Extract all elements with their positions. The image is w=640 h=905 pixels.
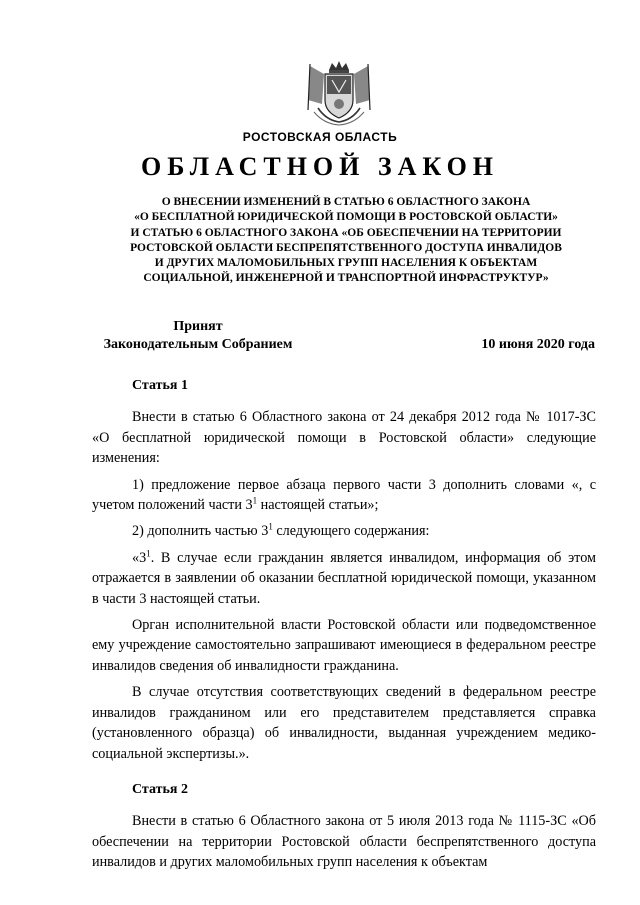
- subtitle-line: И СТАТЬЮ 6 ОБЛАСТНОГО ЗАКОНА «ОБ ОБЕСПЕЧЕНИИ НА ТЕРРИТОРИИ: [130, 226, 562, 239]
- article-2-paragraph: Внести в статью 6 Областного закона от 5 июля 2013 года № 1115-ЗС «Об обеспечении на территории Ростовской области беспрепятственного доступа инвалидов и других маломобильных групп населения к объектам: [92, 813, 596, 871]
- article-1-item-2: 2) дополнить частью $3^1$ следующего содержания:: [132, 521, 430, 540]
- subtitle-line: «О БЕСПЛАТНОЙ ЮРИДИЧЕСКОЙ ПОМОЩИ В РОСТОВСКОЙ ОБЛАСТИ»: [134, 211, 558, 224]
- article-1-item-1: 1) предложение первое абзаца первого части 3 дополнить словами «, с учетом положений части $3^1$ настоящей статьи»;: [92, 476, 596, 514]
- law-title: ОБЛАСТНОЙ ЗАКОН: [140, 152, 500, 181]
- subtitle-line: СОЦИАЛЬНОЙ, ИНЖЕНЕРНОЙ И ТРАНСПОРТНОЙ ИНФРАСТРУКТУР»: [143, 272, 549, 285]
- subtitle-line: О ВНЕСЕНИИ ИЗМЕНЕНИЙ В СТАТЬЮ 6 ОБЛАСТНОГО ЗАКОНА: [161, 196, 531, 208]
- adoption-date: 10 июня 2020 года: [481, 337, 595, 352]
- adopted-label: Принят: [173, 319, 223, 334]
- coat-of-arms-icon: [296, 60, 382, 126]
- adopted-body: Законодательным Собранием: [103, 337, 293, 352]
- law-subtitle: [96, 195, 596, 287]
- article-2-heading: Статья 2: [132, 781, 188, 797]
- article-1-heading: Статья 1: [132, 378, 188, 393]
- adopted-by: [88, 318, 308, 354]
- subtitle-line: И ДРУГИХ МАЛОМОБИЛЬНЫХ ГРУПП НАСЕЛЕНИЯ К ОБЪЕКТАМ: [154, 257, 538, 270]
- region-name: РОСТОВСКАЯ ОБЛАСТЬ: [242, 130, 398, 144]
- article-1-quoted-part: «$3^1$. В случае если гражданин является инвалидом, информация об этом отражается в заявлении об оказании бесплатной юридической помощи, указанном в части 3 настоящей статьи.: [92, 548, 596, 607]
- subtitle-line: РОСТОВСКОЙ ОБЛАСТИ БЕСПРЕПЯТСТВЕННОГО ДОСТУПА ИНВАЛИДОВ: [130, 241, 562, 254]
- law-body: [92, 376, 596, 879]
- article-1-paragraph: Орган исполнительной власти Ростовской области или подведомственное ему учреждение самостоятельно запрашивают имеющиеся в федеральном реестре инвалидов сведения об инвалидности гражданина.: [92, 617, 596, 674]
- article-1-paragraph: В случае отсутствия соответствующих сведений в федеральном реестре инвалидов гражданином или его представителем представляется справка (установленного образца) об инвалидности, выданная учреждением медико-социальной экспертизы.».: [92, 684, 596, 762]
- article-1-paragraph: Внести в статью 6 Областного закона от 24 декабря 2012 года № 1017-ЗС «О бесплатной юридической помощи в Ростовской области» следующие изменения:: [92, 409, 596, 467]
